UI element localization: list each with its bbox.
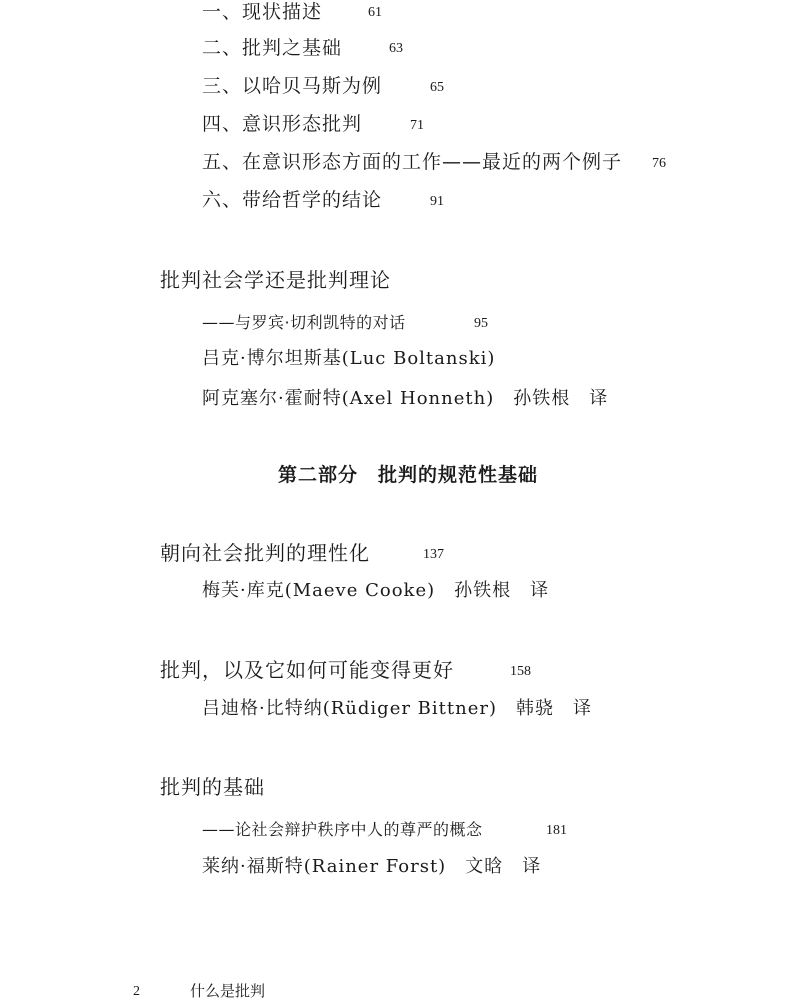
- entry-author: 阿克塞尔·霍耐特(Axel Honneth) 孙铁根 译: [202, 388, 609, 409]
- entry-title: 批判社会学还是批判理论: [160, 268, 391, 292]
- entry-subtitle: ——论社会辩护秩序中人的尊严的概念: [202, 820, 483, 839]
- toc-page-number: 76: [652, 156, 666, 171]
- footer-book-title: 什么是批判: [190, 982, 266, 1000]
- toc-page-number: 61: [368, 5, 382, 20]
- entry-title: 批判的基础: [160, 775, 265, 799]
- toc-page-number: 95: [474, 316, 488, 331]
- toc-page-number: 181: [546, 823, 567, 838]
- toc-page-number: 63: [389, 41, 403, 56]
- entry-author: 吕克·博尔坦斯基(Luc Boltanski): [202, 348, 496, 369]
- toc-section-title: 二、批判之基础: [202, 37, 343, 59]
- entry-author: 吕迪格·比特纳(Rüdiger Bittner) 韩骁 译: [202, 698, 592, 719]
- toc-section-title: 三、以哈贝马斯为例: [202, 75, 383, 97]
- entry-author: 梅芙·库克(Maeve Cooke) 孙铁根 译: [202, 580, 550, 601]
- footer-page-number: 2: [133, 984, 140, 999]
- part-heading: 第二部分 批判的规范性基础: [278, 464, 539, 486]
- entry-subtitle: ——与罗宾·切利凯特的对话: [202, 313, 406, 332]
- entry-title: 朝向社会批判的理性化: [160, 541, 370, 565]
- toc-section-title: 六、带给哲学的结论: [202, 189, 383, 211]
- entry-author: 莱纳·福斯特(Rainer Forst) 文晗 译: [202, 856, 542, 877]
- toc-section-title: 四、意识形态批判: [202, 113, 363, 135]
- toc-page-number: 65: [430, 80, 444, 95]
- entry-title: 批判，以及它如何可能变得更好: [160, 658, 454, 682]
- toc-page-number: 137: [423, 547, 444, 562]
- toc-section-title: 五、在意识形态方面的工作——最近的两个例子: [202, 151, 623, 173]
- toc-page-number: 91: [430, 194, 444, 209]
- toc-section-title: 一、现状描述: [202, 1, 323, 23]
- toc-page-number: 71: [410, 118, 424, 133]
- toc-page-number: 158: [510, 664, 531, 679]
